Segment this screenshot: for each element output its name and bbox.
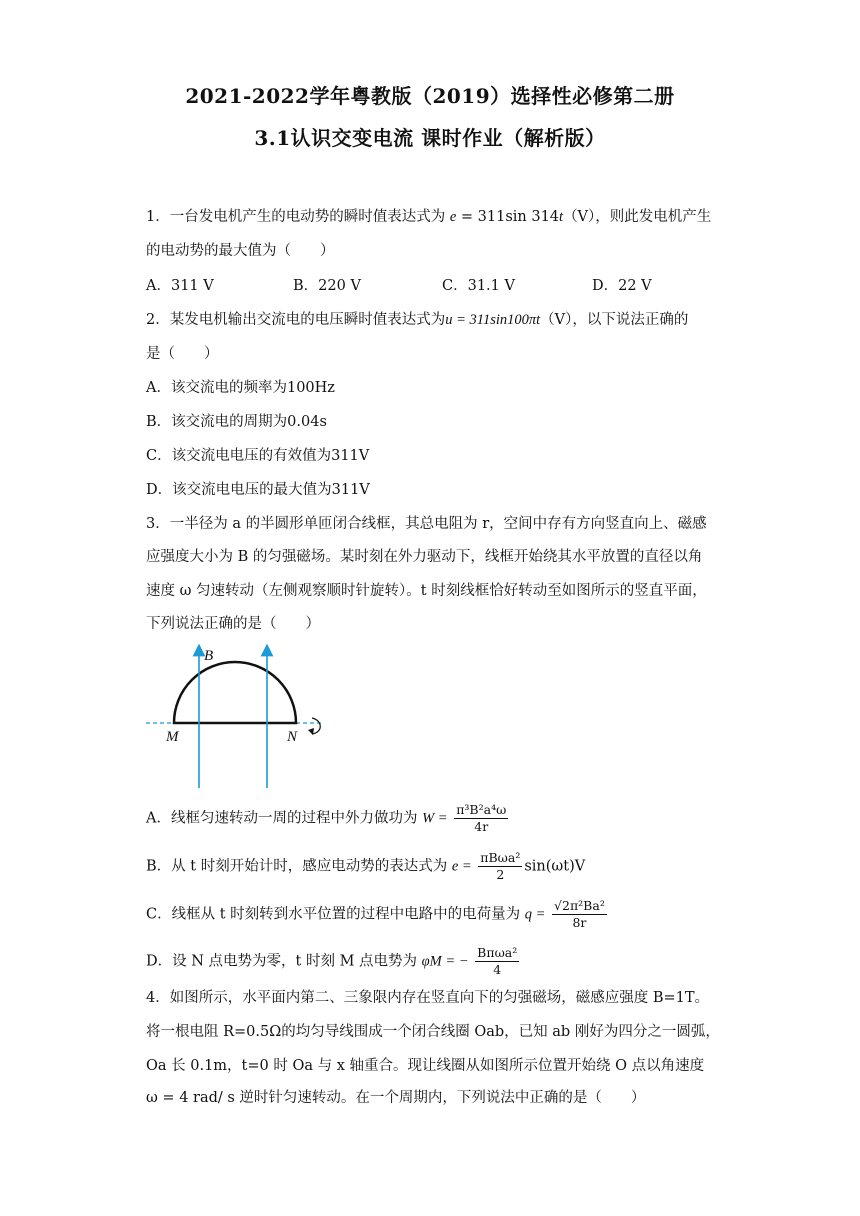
q3-option-d: D．设 N 点电势为零，t 时刻 M 点电势为 φM = − $\frac{\text{Bπωa²}}{4}$ bbox=[146, 945, 518, 977]
q2-option-d: D．该交流电电压的最大值为311V bbox=[146, 482, 370, 498]
q1-expr-e: e bbox=[449, 209, 457, 225]
q4-line1: 4．如图所示，水平面内第二、三象限内存在竖直向下的匀强磁场，磁感应强度 B=1T。 bbox=[146, 990, 710, 1006]
q2-line1: 2．某发电机输出交流电的电压瞬时值表达式为u = 311sin100πt（V），以下说法正确的 bbox=[146, 312, 689, 328]
q1-line2: 的电动势的最大值为（ ） bbox=[146, 243, 335, 259]
document-title-line1: 2021-2022学年粤教版（2019）选择性必修第二册 bbox=[185, 84, 675, 108]
q3-line4: 下列说法正确的是（ ） bbox=[146, 616, 320, 632]
q1-expr-t: t bbox=[559, 209, 564, 225]
label-N: N bbox=[287, 729, 298, 745]
q3-option-a-fraction: $\frac{\text{π³B²a⁴ω}}{4r}$ bbox=[456, 802, 507, 834]
q1-option-c: C．31.1 V bbox=[442, 278, 515, 294]
q2-expr: u = 311sin100πt bbox=[445, 312, 541, 328]
q4-line4: ω = 4 rad/ s 逆时针匀速转动。在一个周期内，下列说法中正确的是（ ） bbox=[146, 1090, 646, 1106]
q1-option-b: B．220 V bbox=[293, 278, 361, 294]
q3-option-d-fraction: $\frac{\text{Bπωa²}}{4}$ bbox=[477, 945, 518, 977]
q2-line2: 是（ ） bbox=[146, 346, 219, 362]
q3-option-c: C．线框从 t 时刻转到水平位置的过程中电路中的电荷量为 q = $\frac{\text{√2π²Ba²}}{8r}$ bbox=[146, 898, 605, 930]
q1-option-d: D．22 V bbox=[592, 278, 652, 294]
q4-line3: Oa 长 0.1m，t=0 时 Oa 与 x 轴重合。现让线圈从如图所示位置开始绕 O 点以角速度 bbox=[146, 1058, 705, 1074]
q3-option-b: B．从 t 时刻开始计时，感应电动势的表达式为 e = $\frac{\text{πBωa²}}{2}$ sin(ωt)V bbox=[146, 850, 586, 882]
q4-line2: 将一根电阻 R=0.5Ω的均匀导线围成一个闭合线圈 Oab，已知 ab 刚好为四分之一圆弧， bbox=[146, 1024, 720, 1040]
q1-expr-rest: = 311sin 314 bbox=[456, 209, 560, 225]
q3-option-b-fraction: $\frac{\text{πBωa²}}{2}$ bbox=[480, 850, 521, 882]
rotation-arrowhead-icon bbox=[308, 728, 314, 735]
q1-option-a: A．311 V bbox=[146, 278, 214, 294]
q3-line1: 3．一半径为 a 的半圆形单匝闭合线框，其总电阻为 r，空间中存有方向竖直向上、磁感 bbox=[146, 516, 707, 532]
q2-option-a: A．该交流电的频率为100Hz bbox=[146, 380, 335, 396]
q2-option-c: C．该交流电电压的有效值为311V bbox=[146, 448, 370, 464]
q3-figure-semicircle-coil bbox=[140, 640, 340, 795]
q1-line1: 1．一台发电机产生的电动势的瞬时值表达式为 e = 311sin 314t（V），则此发电机产生 bbox=[146, 209, 712, 225]
document-title-line2: 3.1认识交变电流 课时作业（解析版） bbox=[254, 126, 606, 150]
label-B: B bbox=[204, 648, 214, 664]
q3-line3: 速度 ω 匀速转动（左侧观察顺时针旋转）。t 时刻线框恰好转动至如图所示的竖直平面， bbox=[146, 583, 707, 599]
q3-option-c-fraction: $\frac{\text{√2π²Ba²}}{8r}$ bbox=[554, 898, 605, 930]
label-M: M bbox=[166, 729, 179, 745]
semicircle-frame bbox=[174, 662, 296, 723]
q3-option-a: A．线框匀速转动一周的过程中外力做功为 W = $\frac{\text{π³B²a⁴ω}}{4r}$ bbox=[146, 802, 507, 834]
q3-line2: 应强度大小为 B 的匀强磁场。某时刻在外力驱动下，线框开始绕其水平放置的直径以角 bbox=[146, 549, 703, 565]
q2-option-b: B．该交流电的周期为0.04s bbox=[146, 414, 327, 430]
